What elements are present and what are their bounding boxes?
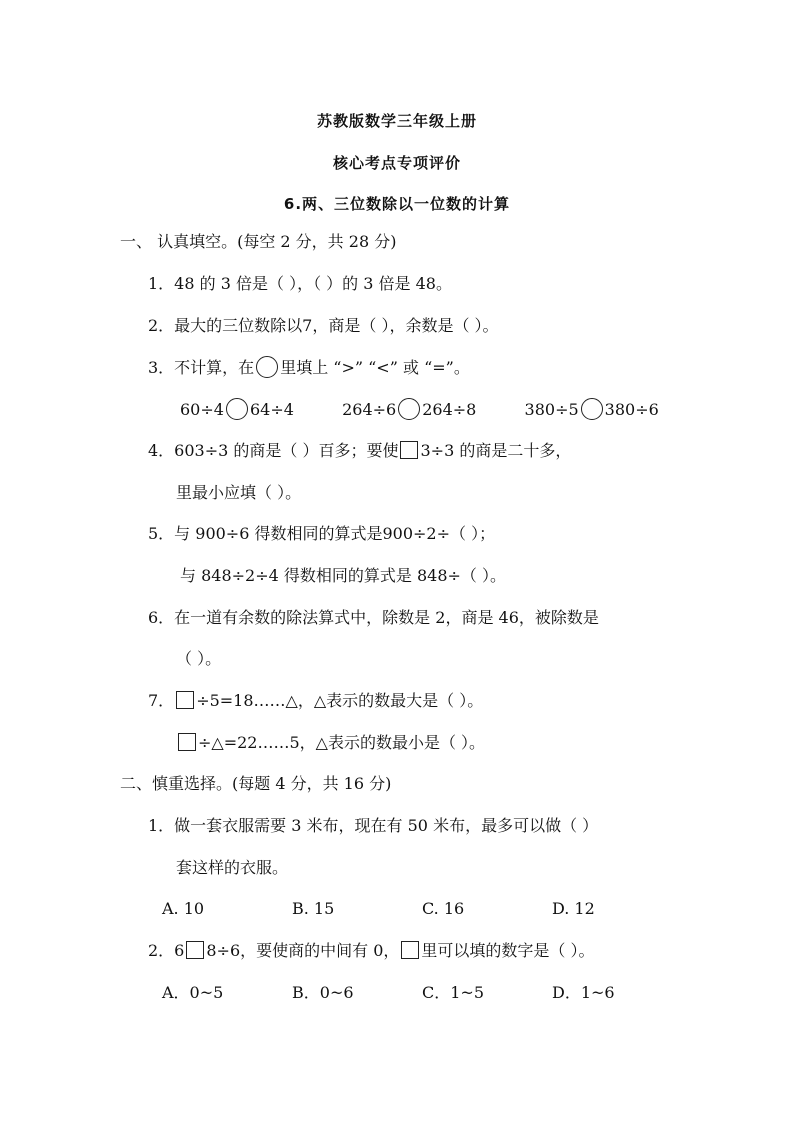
s2-question-1-cont: 套这样的衣服。 <box>176 858 289 877</box>
s1-question-1: 1．48 的 3 倍是（ ），（ ）的 3 倍是 48。 <box>148 274 452 293</box>
s2-q1-option-b[interactable]: B. 15 <box>292 899 335 918</box>
s1-question-4 <box>148 440 571 462</box>
s1-question-7-cont <box>176 732 485 754</box>
q3-text-a: 3．不计算，在 <box>148 358 255 377</box>
q3-expr-3a: 380÷5 <box>524 400 579 419</box>
q2-text-c: 里可以填的数字是（ ）。 <box>421 941 595 960</box>
q7-text-a: ÷5=18……△，△表示的数最大是（ ）。 <box>196 691 484 710</box>
s2-q2-option-b[interactable]: B．0~6 <box>292 983 354 1002</box>
evaluation-title: 核心考点专项评价 <box>332 154 461 172</box>
section1-heading: 一、 认真填空。(每空 2 分，共 28 分) <box>120 232 397 251</box>
s1-question-4-cont: 里最小应填（ ）。 <box>176 483 302 502</box>
q3-expr-2a: 264÷6 <box>342 400 397 419</box>
s1-question-5-cont: 与 848÷2÷4 得数相同的算式是 848÷（ ）。 <box>180 566 507 585</box>
compare-circle-icon <box>398 398 420 420</box>
s2-q2-option-d[interactable]: D．1~6 <box>552 983 615 1002</box>
s1-question-6-cont: （ ）。 <box>176 649 222 668</box>
s2-q1-option-a[interactable]: A. 10 <box>162 899 205 918</box>
s2-q2-option-a[interactable]: A．0~5 <box>162 983 224 1002</box>
q7-text-b: ÷△=22……5，△表示的数最小是（ ）。 <box>198 733 486 752</box>
blank-box-icon <box>176 691 194 709</box>
q4-text-b: 3÷3 的商是二十多， <box>420 441 572 460</box>
s1-question-2: 2．最大的三位数除以7，商是（ ），余数是（ ）。 <box>148 316 499 335</box>
q3-text-b: 里填上 “>” “<” 或 “=”。 <box>280 358 470 377</box>
q3-expressions <box>180 398 659 421</box>
blank-box-icon <box>400 441 418 459</box>
blank-box-icon <box>178 733 196 751</box>
q3-expr-1b: 64÷4 <box>249 400 294 419</box>
s2-q2-options <box>162 982 682 1004</box>
q4-text-a: 4．603÷3 的商是（ ）百多；要使 <box>148 441 399 460</box>
s1-question-7 <box>148 690 483 712</box>
s2-q1-option-d[interactable]: D. 12 <box>552 899 595 918</box>
q3-expr-1a: 60÷4 <box>180 400 224 419</box>
s2-question-1: 1．做一套衣服需要 3 米布，现在有 50 米布，最多可以做（ ） <box>148 816 599 835</box>
compare-circle-icon <box>226 398 248 420</box>
section2-heading: 二、慎重选择。(每题 4 分，共 16 分) <box>120 774 392 793</box>
s1-question-3 <box>148 356 470 379</box>
q3-expr-2b: 264÷8 <box>422 400 477 419</box>
q2-text-b: 8÷6，要使商的中间有 0， <box>206 941 400 960</box>
compare-circle-icon <box>581 398 603 420</box>
s2-q1-options <box>162 898 682 920</box>
q2-text-a: 2．6 <box>148 941 185 960</box>
q3-expr-3b: 380÷6 <box>604 400 659 419</box>
s2-q1-option-c[interactable]: C. 16 <box>422 899 465 918</box>
unit-title: 6.两、三位数除以一位数的计算 <box>283 195 511 213</box>
s2-q2-option-c[interactable]: C．1~5 <box>422 983 485 1002</box>
s1-question-6: 6．在一道有余数的除法算式中，除数是 2，商是 46，被除数是 <box>148 608 599 627</box>
s1-question-5: 5．与 900÷6 得数相同的算式是900÷2÷（ ）； <box>148 524 496 543</box>
compare-circle-icon <box>256 356 278 378</box>
q7-number: 7． <box>148 691 175 710</box>
blank-box-icon <box>186 941 204 959</box>
blank-box-icon <box>401 941 419 959</box>
s2-question-2 <box>148 940 595 962</box>
book-title: 苏教版数学三年级上册 <box>316 112 477 130</box>
